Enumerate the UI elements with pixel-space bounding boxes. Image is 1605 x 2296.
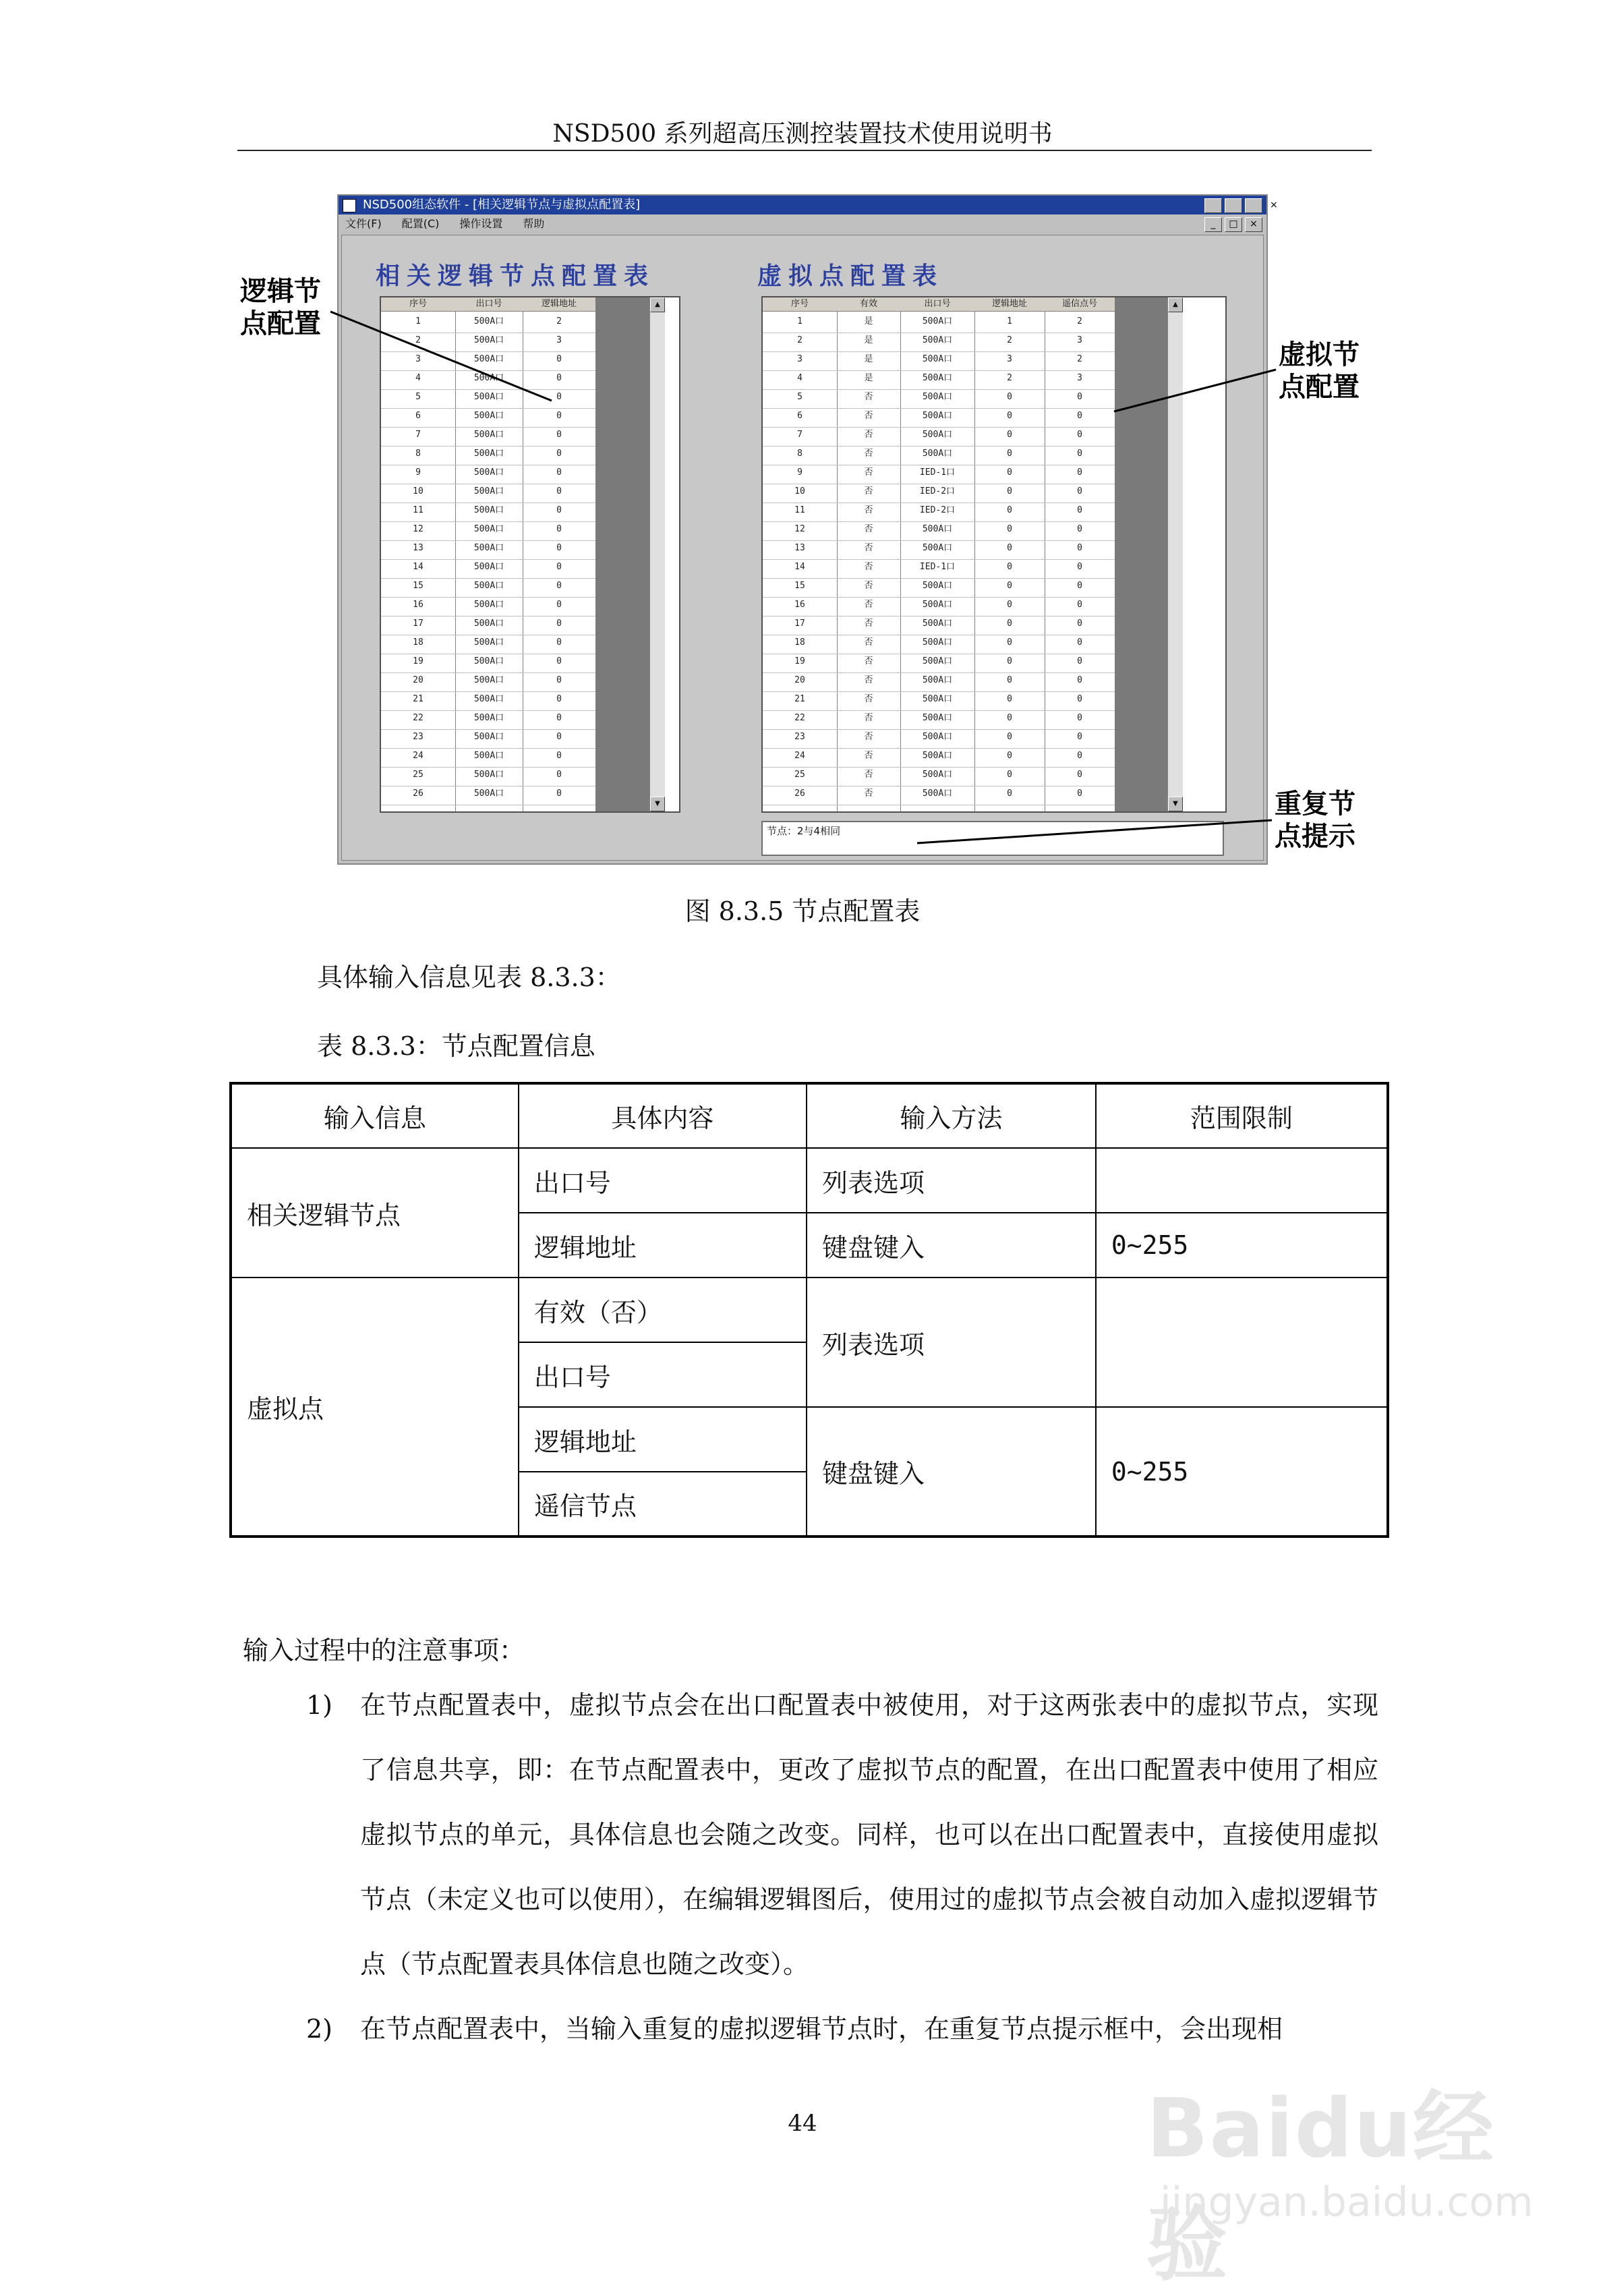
callout-leader-lines bbox=[0, 0, 1605, 877]
logic-grid-cell[interactable]: 23 bbox=[413, 732, 424, 742]
logic-grid-cell[interactable]: 5 bbox=[415, 392, 421, 402]
logic-grid-cell[interactable]: 500A口 bbox=[473, 694, 504, 704]
virtual-grid-cell[interactable]: 否 bbox=[864, 430, 873, 440]
child-minimize-icon[interactable]: _ bbox=[1204, 217, 1222, 232]
virtual-grid-cell[interactable]: 15 bbox=[794, 581, 805, 591]
cell-item: 出口号 bbox=[519, 1148, 807, 1213]
logic-grid-cell[interactable]: 0 bbox=[556, 430, 562, 440]
leader-virtual bbox=[1114, 370, 1276, 411]
virtual-grid-cell[interactable]: 10 bbox=[794, 486, 805, 496]
virtual-grid-cell[interactable]: 3 bbox=[797, 354, 802, 364]
virtual-grid-cell[interactable]: 500A口 bbox=[922, 335, 953, 345]
virtual-grid-cell[interactable]: 0 bbox=[1007, 524, 1012, 534]
logic-grid-cell[interactable]: 500A口 bbox=[473, 411, 504, 421]
virtual-grid-cell[interactable]: 2 bbox=[1007, 373, 1012, 383]
logic-grid-cell[interactable]: 22 bbox=[413, 713, 424, 723]
virtual-grid-cell[interactable]: 0 bbox=[1077, 430, 1082, 440]
virtual-grid-cell[interactable]: 0 bbox=[1077, 581, 1082, 591]
callout-dup-line2: 点提示 bbox=[1275, 821, 1355, 852]
virtual-grid-cell[interactable]: 0 bbox=[1077, 656, 1082, 666]
virtual-grid-cell[interactable]: 否 bbox=[864, 467, 873, 478]
virtual-grid-cell[interactable]: 26 bbox=[794, 788, 805, 799]
virtual-grid-cell[interactable]: IED-1口 bbox=[919, 562, 956, 572]
virtual-grid-cell[interactable]: 3 bbox=[1077, 373, 1082, 383]
virtual-grid-cell[interactable]: 500A口 bbox=[922, 524, 953, 534]
logic-grid-cell[interactable]: 16 bbox=[413, 600, 424, 610]
logic-grid-cell[interactable]: 7 bbox=[415, 430, 421, 440]
scroll-up-icon[interactable]: ▲ bbox=[650, 297, 665, 312]
cell-range: 0~255 bbox=[1096, 1213, 1388, 1278]
callout-virtual-line2: 点配置 bbox=[1279, 372, 1360, 403]
logic-grid-cell[interactable]: 500A口 bbox=[473, 316, 504, 326]
logic-grid-cell[interactable]: 13 bbox=[413, 543, 424, 553]
virtual-grid-cell[interactable]: 0 bbox=[1077, 505, 1082, 515]
virtual-grid-cell[interactable]: 否 bbox=[864, 486, 873, 496]
callout-logic-line2: 点配置 bbox=[240, 308, 321, 339]
figure-caption: 图 8.3.5 节点配置表 bbox=[684, 896, 921, 926]
table-row bbox=[231, 1278, 1388, 1342]
cell-item: 出口号 bbox=[519, 1342, 807, 1407]
virtual-grid-header-cell: 遥信点号 bbox=[1045, 297, 1115, 312]
logic-grid-cell[interactable]: 500A口 bbox=[473, 600, 504, 610]
logic-grid-cell[interactable]: 0 bbox=[556, 713, 562, 723]
cell-range bbox=[1096, 1148, 1388, 1213]
logic-grid-cell[interactable]: 500A口 bbox=[473, 392, 504, 402]
logic-grid-cell[interactable]: 0 bbox=[556, 562, 562, 572]
virtual-grid-cell[interactable]: 0 bbox=[1077, 619, 1082, 629]
logic-grid-cell[interactable]: 0 bbox=[556, 656, 562, 666]
virtual-grid-cell[interactable]: 500A口 bbox=[922, 430, 953, 440]
virtual-grid-cell[interactable]: 500A口 bbox=[922, 392, 953, 402]
virtual-grid-cell[interactable]: 0 bbox=[1007, 656, 1012, 666]
child-restore-icon[interactable]: □ bbox=[1225, 217, 1242, 232]
virtual-grid-cell[interactable]: 12 bbox=[794, 524, 805, 534]
logic-grid-cell[interactable]: 500A口 bbox=[473, 543, 504, 553]
virtual-grid-cell[interactable]: 500A口 bbox=[922, 373, 953, 383]
logic-grid-cell[interactable]: 0 bbox=[556, 675, 562, 685]
virtual-grid-cell[interactable]: 23 bbox=[794, 732, 805, 742]
virtual-grid-cell[interactable]: 否 bbox=[864, 619, 873, 629]
logic-grid-cell[interactable]: 25 bbox=[413, 770, 424, 780]
logic-grid-cell[interactable]: 0 bbox=[556, 373, 562, 383]
callout-dup-line1: 重复节 bbox=[1275, 788, 1355, 820]
menu-help[interactable]: 帮助 bbox=[523, 217, 545, 230]
virtual-grid-cell[interactable]: 22 bbox=[794, 713, 805, 723]
logic-grid-cell[interactable]: 6 bbox=[415, 411, 421, 421]
logic-grid-cell[interactable]: 0 bbox=[556, 543, 562, 553]
virtual-grid-cell[interactable]: 0 bbox=[1007, 788, 1012, 799]
th-method: 输入方法 bbox=[807, 1083, 1096, 1148]
logic-grid-cell[interactable]: 0 bbox=[556, 694, 562, 704]
virtual-grid-cell[interactable]: 否 bbox=[864, 505, 873, 515]
logic-grid-cell[interactable]: 15 bbox=[413, 581, 424, 591]
logic-table-title: 相关逻辑节点配置表 bbox=[376, 262, 655, 290]
menu-operation[interactable]: 操作设置 bbox=[459, 217, 503, 230]
virtual-grid-cell[interactable]: 500A口 bbox=[922, 600, 953, 610]
logic-grid-cell[interactable]: 500A口 bbox=[473, 562, 504, 572]
logic-grid-cell[interactable]: 12 bbox=[413, 524, 424, 534]
virtual-grid-cell[interactable]: 0 bbox=[1007, 600, 1012, 610]
virtual-grid-cell[interactable]: 否 bbox=[864, 524, 873, 534]
virtual-grid-cell[interactable]: 否 bbox=[864, 449, 873, 459]
logic-grid-cell[interactable]: 500A口 bbox=[473, 619, 504, 629]
virtual-grid-cell[interactable]: 7 bbox=[797, 430, 802, 440]
virtual-grid-cell[interactable]: 否 bbox=[864, 637, 873, 648]
virtual-grid-cell[interactable]: IED-2口 bbox=[919, 486, 956, 496]
logic-grid-cell[interactable]: 17 bbox=[413, 619, 424, 629]
watermark-url: jingyan.baidu.com bbox=[1160, 2179, 1534, 2226]
cell-item: 逻辑地址 bbox=[519, 1213, 807, 1278]
notes-heading: 输入过程中的注意事项： bbox=[243, 1636, 525, 1665]
virtual-grid-cell[interactable]: 0 bbox=[1007, 543, 1012, 553]
virtual-grid-cell[interactable]: 0 bbox=[1007, 505, 1012, 515]
virtual-grid-cell[interactable]: 否 bbox=[864, 694, 873, 704]
logic-grid-cell[interactable]: 500A口 bbox=[473, 656, 504, 666]
logic-grid-cell[interactable]: 500A口 bbox=[473, 751, 504, 761]
virtual-grid-cell[interactable]: 0 bbox=[1077, 543, 1082, 553]
virtual-grid-cell[interactable]: 是 bbox=[864, 316, 873, 326]
virtual-grid-cell[interactable]: 0 bbox=[1077, 467, 1082, 478]
logic-grid-cell[interactable]: 20 bbox=[413, 675, 424, 685]
table-header-row bbox=[231, 1083, 1388, 1148]
virtual-grid-cell[interactable]: 6 bbox=[797, 411, 802, 421]
virtual-grid-cell[interactable]: 4 bbox=[797, 373, 802, 383]
callout-logic-line1: 逻辑节 bbox=[240, 276, 321, 307]
virtual-grid-cell[interactable]: 21 bbox=[794, 694, 805, 704]
logic-grid-cell[interactable]: 3 bbox=[556, 335, 562, 345]
logic-grid-cell[interactable]: 0 bbox=[556, 619, 562, 629]
virtual-grid-cell[interactable]: 0 bbox=[1007, 732, 1012, 742]
virtual-grid-cell[interactable]: 500A口 bbox=[922, 770, 953, 780]
logic-grid-cell[interactable]: 500A口 bbox=[473, 675, 504, 685]
virtual-grid-cell[interactable]: 否 bbox=[864, 732, 873, 742]
logic-grid-cell[interactable]: 4 bbox=[415, 373, 421, 383]
logic-grid-cell[interactable]: 0 bbox=[556, 581, 562, 591]
virtual-grid-cell[interactable]: 0 bbox=[1077, 751, 1082, 761]
virtual-grid-cell[interactable]: 0 bbox=[1077, 770, 1082, 780]
logic-grid-cell[interactable]: 0 bbox=[556, 467, 562, 478]
virtual-grid-cell[interactable]: 0 bbox=[1007, 770, 1012, 780]
virtual-grid-cell[interactable]: 13 bbox=[794, 543, 805, 553]
note-1-number: 1) bbox=[306, 1690, 333, 1720]
duplicate-node-hint-box: 节点：2与4相同 bbox=[761, 821, 1224, 856]
cell-item: 遥信节点 bbox=[519, 1472, 807, 1537]
menu-file[interactable]: 文件(F) bbox=[345, 217, 382, 230]
virtual-grid-cell[interactable]: 25 bbox=[794, 770, 805, 780]
group-virtual-point: 虚拟点 bbox=[231, 1278, 519, 1537]
logic-grid-cell[interactable]: 10 bbox=[413, 486, 424, 496]
group-logic-node: 相关逻辑节点 bbox=[231, 1148, 519, 1278]
virtual-grid-cell[interactable]: 500A口 bbox=[922, 751, 953, 761]
logic-grid-cell[interactable]: 26 bbox=[413, 788, 424, 799]
virtual-grid-cell[interactable]: 19 bbox=[794, 656, 805, 666]
virtual-grid-cell[interactable]: 0 bbox=[1007, 637, 1012, 648]
logic-grid-cell[interactable]: 500A口 bbox=[473, 637, 504, 648]
virtual-grid-cell[interactable]: 500A口 bbox=[922, 449, 953, 459]
virtual-grid-cell[interactable]: 0 bbox=[1007, 411, 1012, 421]
cell-range: 0~255 bbox=[1096, 1407, 1388, 1537]
virtual-grid-cell[interactable]: 500A口 bbox=[922, 788, 953, 799]
logic-grid-cell[interactable]: 14 bbox=[413, 562, 424, 572]
virtual-grid-cell[interactable]: 0 bbox=[1077, 637, 1082, 648]
virtual-grid-header-cell: 序号 bbox=[763, 297, 837, 312]
virtual-grid-cell[interactable]: 3 bbox=[1007, 354, 1012, 364]
virtual-grid-cell[interactable]: 1 bbox=[1007, 316, 1012, 326]
logic-grid-cell[interactable]: 500A口 bbox=[473, 354, 504, 364]
virtual-grid-cell[interactable]: 0 bbox=[1007, 713, 1012, 723]
logic-grid-cell[interactable]: 19 bbox=[413, 656, 424, 666]
logic-grid-cell[interactable]: 0 bbox=[556, 449, 562, 459]
virtual-grid-cell[interactable]: 否 bbox=[864, 713, 873, 723]
virtual-grid-cell[interactable]: 否 bbox=[864, 751, 873, 761]
table-row bbox=[231, 1148, 1388, 1213]
virtual-grid-cell[interactable]: 否 bbox=[864, 770, 873, 780]
virtual-grid-cell[interactable]: 是 bbox=[864, 354, 873, 364]
virtual-grid-cell[interactable]: 0 bbox=[1077, 600, 1082, 610]
logic-grid-cell[interactable]: 0 bbox=[556, 732, 562, 742]
virtual-grid-cell[interactable]: 0 bbox=[1077, 788, 1082, 799]
virtual-grid-cell[interactable]: 500A口 bbox=[922, 675, 953, 685]
window-title: NSD500组态软件 - [相关逻辑节点与虚拟点配置表] bbox=[363, 198, 641, 212]
logic-grid-cell[interactable]: 500A口 bbox=[473, 581, 504, 591]
virtual-grid-cell[interactable]: 0 bbox=[1077, 694, 1082, 704]
logic-grid-header-cell: 序号 bbox=[381, 297, 455, 312]
logic-grid-cell[interactable]: 500A口 bbox=[473, 788, 504, 799]
th-content: 具体内容 bbox=[519, 1083, 807, 1148]
virtual-grid-cell[interactable]: 否 bbox=[864, 600, 873, 610]
th-range: 范围限制 bbox=[1096, 1083, 1388, 1148]
virtual-grid-cell[interactable]: 是 bbox=[864, 335, 873, 345]
virtual-grid-cell[interactable]: 2 bbox=[1007, 335, 1012, 345]
logic-grid-cell[interactable]: 0 bbox=[556, 354, 562, 364]
virtual-grid-cell[interactable]: 0 bbox=[1077, 392, 1082, 402]
child-close-icon[interactable]: × bbox=[1245, 217, 1262, 232]
logic-grid-cell[interactable]: 0 bbox=[556, 770, 562, 780]
virtual-grid-cell[interactable]: 否 bbox=[864, 581, 873, 591]
logic-grid-cell[interactable]: 500A口 bbox=[473, 713, 504, 723]
cell-item: 有效（否） bbox=[519, 1278, 807, 1342]
virtual-grid-cell[interactable]: 8 bbox=[797, 449, 802, 459]
logic-grid-cell[interactable]: 24 bbox=[413, 751, 424, 761]
virtual-grid-cell[interactable]: 否 bbox=[864, 675, 873, 685]
note-2-number: 2) bbox=[306, 2014, 333, 2044]
virtual-grid-cell[interactable]: 0 bbox=[1007, 619, 1012, 629]
virtual-grid-cell[interactable]: IED-1口 bbox=[919, 467, 956, 478]
logic-grid-cell[interactable]: 2 bbox=[415, 335, 421, 345]
cell-method: 键盘键入 bbox=[807, 1213, 1096, 1278]
logic-grid-cell[interactable]: 0 bbox=[556, 600, 562, 610]
watermark-brand: Baidu经验 bbox=[1146, 2082, 1495, 2292]
logic-grid-cell[interactable]: 8 bbox=[415, 449, 421, 459]
virtual-grid-cell[interactable]: 11 bbox=[794, 505, 805, 515]
logic-grid-cell[interactable]: 500A口 bbox=[473, 524, 504, 534]
logic-grid-header-cell: 逻辑地址 bbox=[523, 297, 595, 312]
virtual-grid-header-cell: 有效 bbox=[837, 297, 900, 312]
virtual-grid-cell[interactable]: 否 bbox=[864, 788, 873, 799]
cell-method: 键盘键入 bbox=[807, 1407, 1096, 1537]
table-caption: 表 8.3.3：节点配置信息 bbox=[317, 1031, 595, 1061]
logic-grid-cell[interactable]: 500A口 bbox=[473, 505, 504, 515]
scroll-up-icon[interactable]: ▲ bbox=[1168, 297, 1183, 312]
note-1-text: 在节点配置表中，虚拟节点会在出口配置表中被使用，对于这两张表中的虚拟节点，实现了信息共享，即：在节点配置表中，更改了虚拟节点的配置，在出口配置表中使用了相应虚拟节点的单元，具体信息也会随之改变。同样，也可以在出口配置表中，直接使用虚拟节点（未定义也可以使用），在编辑逻辑图后，使用过的虚拟节点会被自动加入虚拟逻辑节点（节点配置表具体信息也随之改变）。 bbox=[360, 1690, 1378, 1979]
virtual-grid-header-cell: 逻辑地址 bbox=[974, 297, 1045, 312]
logic-grid-cell[interactable]: 500A口 bbox=[473, 430, 504, 440]
baidu-watermark bbox=[1146, 2064, 1565, 2292]
virtual-grid-cell[interactable]: 5 bbox=[797, 392, 802, 402]
virtual-grid-cell[interactable]: 0 bbox=[1007, 694, 1012, 704]
virtual-grid-cell[interactable]: 500A口 bbox=[922, 713, 953, 723]
logic-grid-cell[interactable]: 0 bbox=[556, 411, 562, 421]
virtual-grid-cell[interactable]: 否 bbox=[864, 392, 873, 402]
virtual-grid-cell[interactable]: 500A口 bbox=[922, 732, 953, 742]
cell-range bbox=[1096, 1278, 1388, 1407]
virtual-grid-cell[interactable]: 0 bbox=[1077, 562, 1082, 572]
cell-item: 逻辑地址 bbox=[519, 1407, 807, 1472]
virtual-grid-cell[interactable]: 0 bbox=[1007, 581, 1012, 591]
virtual-grid-cell[interactable]: 0 bbox=[1007, 486, 1012, 496]
virtual-grid-cell[interactable]: 9 bbox=[797, 467, 802, 478]
logic-grid-cell[interactable]: 0 bbox=[556, 751, 562, 761]
cell-method: 列表选项 bbox=[807, 1278, 1096, 1407]
virtual-grid-cell[interactable]: 500A口 bbox=[922, 656, 953, 666]
virtual-grid-cell[interactable]: 1 bbox=[797, 316, 802, 326]
virtual-grid-cell[interactable]: 否 bbox=[864, 543, 873, 553]
virtual-grid-cell[interactable]: 0 bbox=[1077, 732, 1082, 742]
logic-grid-cell[interactable]: 500A口 bbox=[473, 467, 504, 478]
logic-grid-cell[interactable]: 9 bbox=[415, 467, 421, 478]
logic-grid-cell[interactable]: 500A口 bbox=[473, 732, 504, 742]
page-number: 44 bbox=[788, 2110, 817, 2137]
logic-grid-cell[interactable]: 500A口 bbox=[473, 449, 504, 459]
virtual-grid-cell[interactable]: 500A口 bbox=[922, 581, 953, 591]
virtual-grid-cell[interactable]: 0 bbox=[1007, 751, 1012, 761]
virtual-grid-cell[interactable]: 14 bbox=[794, 562, 805, 572]
logic-grid-cell[interactable]: 0 bbox=[556, 392, 562, 402]
virtual-grid-cell[interactable]: 0 bbox=[1007, 430, 1012, 440]
virtual-grid-cell[interactable]: 0 bbox=[1007, 392, 1012, 402]
leader-logic bbox=[330, 312, 552, 401]
virtual-grid-cell[interactable]: 2 bbox=[1077, 316, 1082, 326]
virtual-grid-cell[interactable]: 0 bbox=[1077, 486, 1082, 496]
virtual-grid-cell[interactable]: 否 bbox=[864, 411, 873, 421]
virtual-grid-cell[interactable]: 500A口 bbox=[922, 694, 953, 704]
virtual-grid-cell[interactable]: 0 bbox=[1007, 562, 1012, 572]
menu-config[interactable]: 配置(C) bbox=[401, 217, 440, 230]
virtual-grid-cell[interactable]: 0 bbox=[1077, 524, 1082, 534]
logic-grid-cell[interactable]: 21 bbox=[413, 694, 424, 704]
logic-grid-header-cell: 出口号 bbox=[455, 297, 523, 312]
virtual-grid-cell[interactable]: 2 bbox=[797, 335, 802, 345]
virtual-grid-cell[interactable]: 是 bbox=[864, 373, 873, 383]
virtual-grid-header-cell: 出口号 bbox=[900, 297, 974, 312]
cell-method: 列表选项 bbox=[807, 1148, 1096, 1213]
node-config-info-table bbox=[229, 1082, 1389, 1538]
virtual-grid-cell[interactable]: 3 bbox=[1077, 335, 1082, 345]
logic-grid-cell[interactable]: 18 bbox=[413, 637, 424, 648]
virtual-grid-cell[interactable]: 2 bbox=[1077, 354, 1082, 364]
virtual-grid-cell[interactable]: 500A口 bbox=[922, 619, 953, 629]
logic-grid-cell[interactable]: 1 bbox=[415, 316, 421, 326]
logic-grid-cell[interactable]: 0 bbox=[556, 486, 562, 496]
th-input-info: 输入信息 bbox=[231, 1083, 519, 1148]
leader-duplicate bbox=[917, 820, 1272, 843]
virtual-grid-cell[interactable]: 0 bbox=[1077, 713, 1082, 723]
callout-virtual-line1: 虚拟节 bbox=[1279, 339, 1360, 370]
logic-grid-cell[interactable]: 0 bbox=[556, 637, 562, 648]
logic-grid-cell[interactable]: 500A口 bbox=[473, 373, 504, 383]
note-2-text: 在节点配置表中，当输入重复的虚拟逻辑节点时，在重复节点提示框中，会出现相 bbox=[360, 2014, 1283, 2044]
logic-grid-cell[interactable]: 2 bbox=[556, 316, 562, 326]
virtual-table-title: 虚拟点配置表 bbox=[757, 262, 944, 290]
virtual-grid-cell[interactable]: 20 bbox=[794, 675, 805, 685]
logic-grid-cell[interactable]: 0 bbox=[556, 524, 562, 534]
virtual-grid-cell[interactable]: 0 bbox=[1007, 675, 1012, 685]
scroll-down-icon[interactable]: ▼ bbox=[650, 797, 665, 811]
virtual-grid-cell[interactable]: 500A口 bbox=[922, 316, 953, 326]
logic-grid-cell[interactable]: 500A口 bbox=[473, 486, 504, 496]
logic-grid-cell[interactable]: 0 bbox=[556, 788, 562, 799]
virtual-grid-cell[interactable]: IED-2口 bbox=[919, 505, 956, 515]
virtual-grid-cell[interactable]: 17 bbox=[794, 619, 805, 629]
virtual-grid-cell[interactable]: 0 bbox=[1007, 467, 1012, 478]
logic-grid-cell[interactable]: 500A口 bbox=[473, 335, 504, 345]
virtual-grid-cell[interactable]: 否 bbox=[864, 562, 873, 572]
virtual-grid-cell[interactable]: 24 bbox=[794, 751, 805, 761]
logic-grid-cell[interactable]: 0 bbox=[556, 505, 562, 515]
logic-grid-cell[interactable]: 3 bbox=[415, 354, 421, 364]
virtual-grid-cell[interactable]: 16 bbox=[794, 600, 805, 610]
virtual-grid-cell[interactable]: 500A口 bbox=[922, 637, 953, 648]
virtual-grid-cell[interactable]: 500A口 bbox=[922, 543, 953, 553]
virtual-grid-cell[interactable]: 500A口 bbox=[922, 354, 953, 364]
logic-grid-cell[interactable]: 11 bbox=[413, 505, 424, 515]
virtual-grid-cell[interactable]: 0 bbox=[1077, 449, 1082, 459]
virtual-grid-cell[interactable]: 0 bbox=[1077, 675, 1082, 685]
virtual-grid-cell[interactable]: 0 bbox=[1007, 449, 1012, 459]
virtual-grid-cell[interactable]: 500A口 bbox=[922, 411, 953, 421]
virtual-grid-cell[interactable]: 否 bbox=[864, 656, 873, 666]
virtual-grid-cell[interactable]: 0 bbox=[1077, 411, 1082, 421]
virtual-grid-cell[interactable]: 18 bbox=[794, 637, 805, 648]
logic-grid-cell[interactable]: 500A口 bbox=[473, 770, 504, 780]
intro-text: 具体输入信息见表 8.3.3： bbox=[317, 963, 621, 992]
scroll-down-icon[interactable]: ▼ bbox=[1168, 797, 1183, 811]
close-icon[interactable]: × bbox=[1245, 198, 1262, 213]
running-header: NSD500 系列超高压测控装置技术使用说明书 bbox=[552, 120, 1053, 148]
